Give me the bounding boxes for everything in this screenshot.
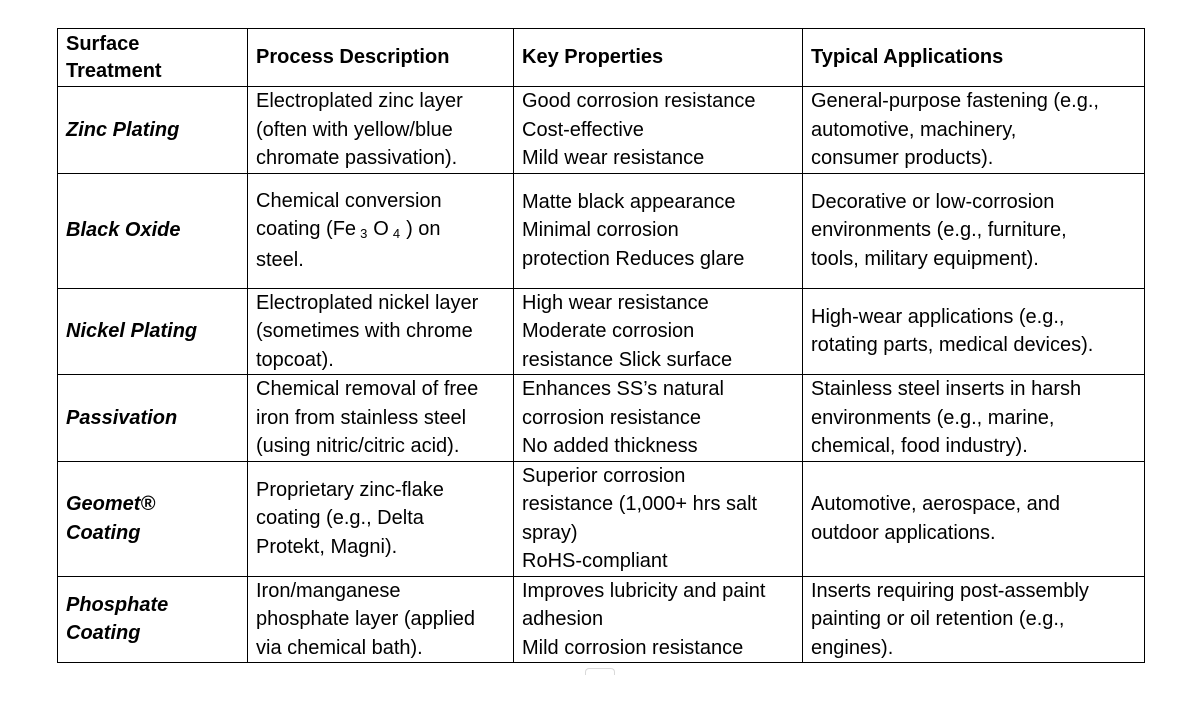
surface-treatment-table	[57, 28, 1145, 663]
table-row	[58, 375, 1145, 462]
typical-applications-cell: General-purpose fastening (e.g., automotive, machinery, consumer products).	[803, 87, 1145, 174]
table-row	[58, 173, 1145, 288]
typical-applications-cell: Decorative or low-corrosion environments (e.g., furniture, tools, military equipment).	[803, 173, 1145, 288]
key-properties-cell: Matte black appearance Minimal corrosion protection Reduces glare	[514, 173, 803, 288]
header-typical-applications: Typical Applications	[803, 29, 1145, 87]
process-description-cell: Electroplated zinc layer (often with yellow/blue chromate passivation).	[248, 87, 514, 174]
treatment-name: Black Oxide	[58, 173, 248, 288]
typical-applications-cell: Automotive, aerospace, and outdoor applications.	[803, 461, 1145, 576]
table-row	[58, 288, 1145, 375]
process-description-cell: Chemical conversion coating (Fe $_3$ O $_4$ ) on steel.	[248, 173, 514, 288]
table-row	[58, 87, 1145, 174]
table-row	[58, 576, 1145, 663]
key-properties-cell: Superior corrosion resistance (1,000+ hrs salt spray) RoHS-compliant	[514, 461, 803, 576]
table-row	[58, 461, 1145, 576]
page-marker	[585, 668, 615, 675]
key-properties-cell: Good corrosion resistance Cost-effective Mild wear resistance	[514, 87, 803, 174]
header-key-properties: Key Properties	[514, 29, 803, 87]
key-properties-cell: High wear resistance Moderate corrosion resistance Slick surface	[514, 288, 803, 375]
process-description-cell: Proprietary zinc-flake coating (e.g., Delta Protekt, Magni).	[248, 461, 514, 576]
process-description-cell: Electroplated nickel layer (sometimes with chrome topcoat).	[248, 288, 514, 375]
treatment-name: Nickel Plating	[58, 288, 248, 375]
treatment-name: Passivation	[58, 375, 248, 462]
treatment-name: Zinc Plating	[58, 87, 248, 174]
treatment-name: Phosphate Coating	[58, 576, 248, 663]
header-row	[58, 29, 1145, 87]
chemical-formula-line: coating (Fe $_3$ O $_4$ ) on	[256, 218, 441, 242]
process-description-cell: Chemical removal of free iron from stainless steel (using nitric/citric acid).	[248, 375, 514, 462]
typical-applications-cell: High-wear applications (e.g., rotating parts, medical devices).	[803, 288, 1145, 375]
treatment-name: Geomet® Coating	[58, 461, 248, 576]
typical-applications-cell: Stainless steel inserts in harsh environments (e.g., marine, chemical, food industry).	[803, 375, 1145, 462]
key-properties-cell: Enhances SS’s natural corrosion resistance No added thickness	[514, 375, 803, 462]
process-description-cell: Iron/manganese phosphate layer (applied via chemical bath).	[248, 576, 514, 663]
typical-applications-cell: Inserts requiring post-assembly painting or oil retention (e.g., engines).	[803, 576, 1145, 663]
header-surface-treatment: Surface Treatment	[58, 29, 248, 87]
key-properties-cell: Improves lubricity and paint adhesion Mild corrosion resistance	[514, 576, 803, 663]
header-process-description: Process Description	[248, 29, 514, 87]
